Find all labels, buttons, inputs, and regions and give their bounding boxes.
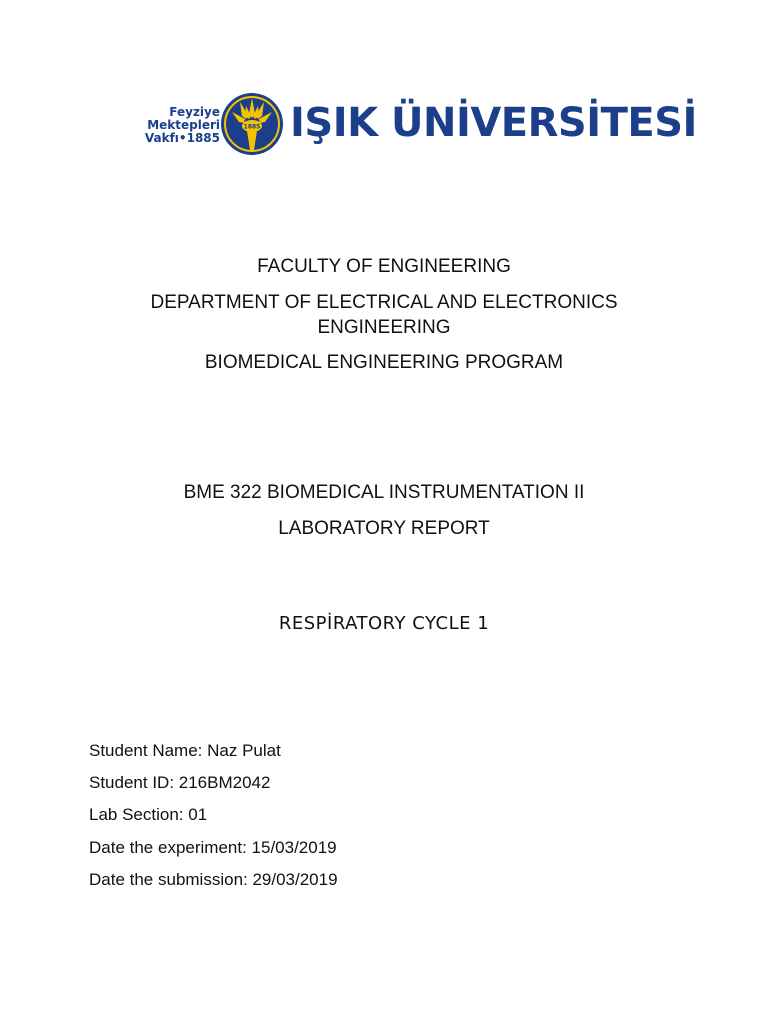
university-logo — [140, 88, 697, 160]
student-name: Student Name: Naz Pulat — [89, 741, 281, 760]
faculty-heading: FACULTY OF ENGINEERING — [257, 256, 511, 277]
foundation-line: Feyziye — [169, 105, 220, 119]
report-type: LABORATORY REPORT — [278, 518, 490, 539]
experiment-date: Date the experiment: 15/03/2019 — [89, 838, 337, 857]
submission-date: Date the submission: 29/03/2019 — [89, 870, 338, 889]
foundation-line: Vakfı•1885 — [144, 131, 220, 145]
experiment-title: RESPİRATORY CYCLE 1 — [278, 613, 490, 634]
department-heading-line2: ENGINEERING — [317, 317, 451, 338]
foundation-text — [140, 106, 220, 145]
svg-text:1885: 1885 — [243, 123, 261, 131]
department-heading-line1: DEPARTMENT OF ELECTRICAL AND ELECTRONICS — [150, 292, 618, 313]
foundation-line: Mektepleri — [147, 118, 220, 132]
student-id: Student ID: 216BM2042 — [89, 773, 271, 792]
torch-emblem-icon — [220, 92, 284, 156]
course-title: BME 322 BIOMEDICAL INSTRUMENTATION II — [183, 482, 585, 503]
lab-section: Lab Section: 01 — [89, 805, 208, 824]
program-heading: BIOMEDICAL ENGINEERING PROGRAM — [204, 352, 564, 373]
university-wordmark: IŞIK ÜNİVERSİTESİ — [290, 100, 697, 146]
